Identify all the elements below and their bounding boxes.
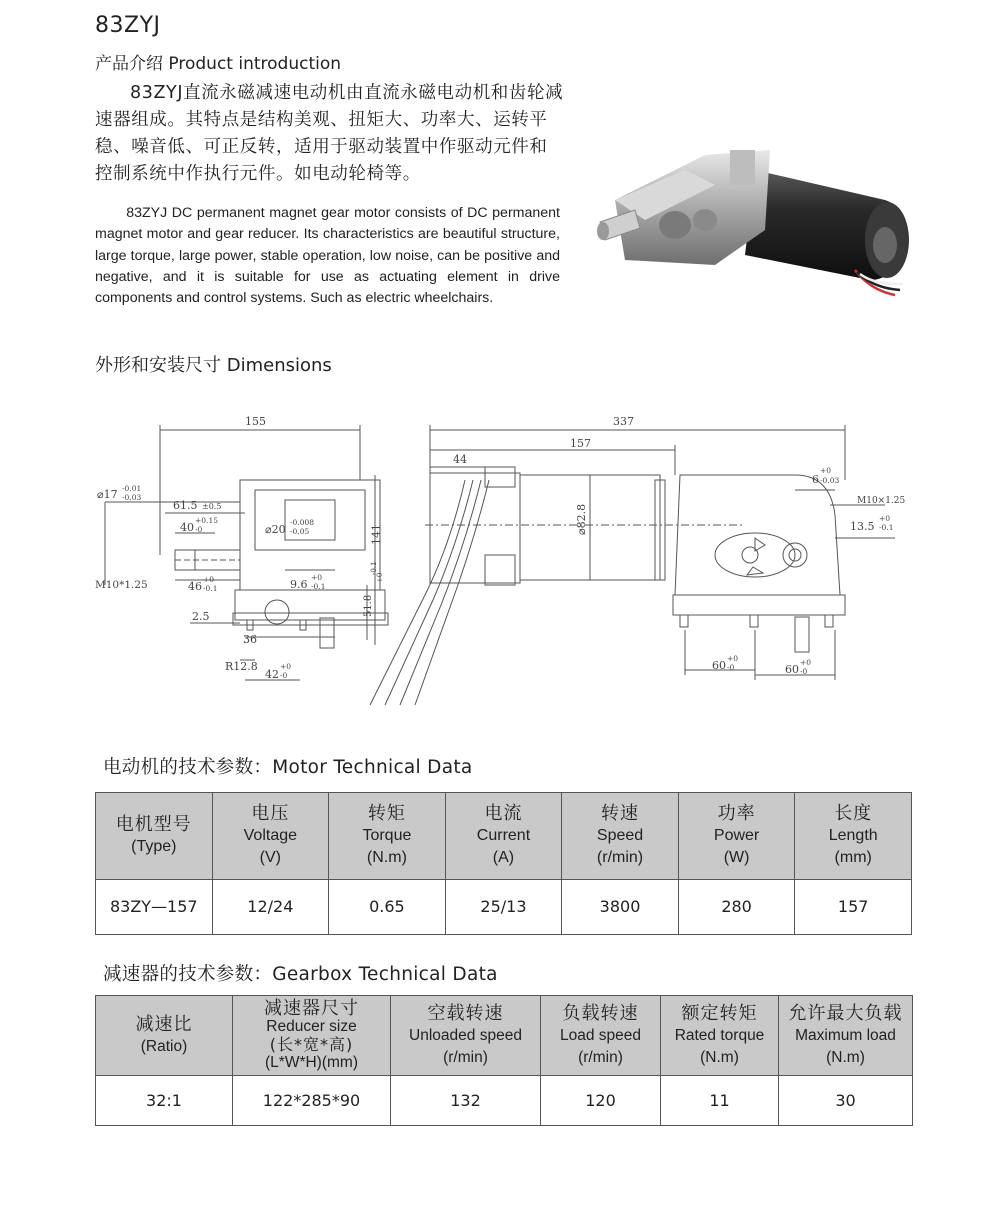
gear-ratio-value: 32:1 xyxy=(96,1076,233,1126)
motor-col-torque: 转矩 Torque (N.m) xyxy=(329,793,446,880)
dim-m10-thread: M10*1.25 xyxy=(95,579,148,591)
dim-motor-diameter: ⌀82.8 xyxy=(575,503,588,535)
motor-col-speed: 转速 Speed (r/min) xyxy=(562,793,679,880)
gearbox-table-header xyxy=(96,996,913,1076)
gear-col-ratio: 减速比 (Ratio) xyxy=(96,996,233,1076)
motor-col-current: 电流 Current (A) xyxy=(445,793,562,880)
motor-voltage-value: 12/24 xyxy=(212,880,329,935)
dim-51-8-tol-lower: -0.1 xyxy=(370,561,378,575)
dim-60-right: 60 xyxy=(785,663,799,676)
gear-col-size: 减速器尺寸 Reducer size (长*宽*高) (L*W*H)(mm) xyxy=(233,996,391,1076)
motor-speed-value: 3800 xyxy=(562,880,679,935)
dim-2-5: 2.5 xyxy=(192,610,210,623)
table-row xyxy=(96,1076,913,1126)
dim-shaft-diameter: ⌀17 xyxy=(97,488,118,501)
product-photo xyxy=(595,130,925,300)
dim-9-6-tol-upper: +0 xyxy=(311,573,323,582)
intro-chinese-text: 83ZYJ直流永磁减速电动机由直流永磁电动机和齿轮减速器组成。其特点是结构美观、扭矩大、功率大、运转平稳、噪音低、可正反转，适用于驱动装置中作驱动元件和控制系统中作执行元件。如电动轮椅等。 xyxy=(95,83,564,184)
gear-size-value: 122*285*90 xyxy=(233,1076,391,1126)
dim-13-5-tol-lower: -0.1 xyxy=(879,523,894,532)
gear-col-max-load: 允许最大负载 Maximum load (N.m) xyxy=(779,996,913,1076)
motor-col-power: 功率 Power (W) xyxy=(678,793,795,880)
gear-col-load-speed: 负载转速 Load speed (r/min) xyxy=(541,996,661,1076)
gear-col-unloaded-speed: 空载转速 Unloaded speed (r/min) xyxy=(391,996,541,1076)
dim-6-tol-upper: +0 xyxy=(820,466,832,475)
gear-col-rated-torque: 额定转矩 Rated torque (N.m) xyxy=(661,996,779,1076)
motor-current-value: 25/13 xyxy=(445,880,562,935)
dim-m10-thread-right: M10×1.25 xyxy=(857,496,906,506)
dim-13-5: 13.5 xyxy=(850,520,875,533)
dimension-drawing xyxy=(95,405,915,730)
dim-40: 40 xyxy=(180,521,194,534)
dim-shaft-tol-upper: -0.01 xyxy=(122,484,142,493)
motor-length-value: 157 xyxy=(795,880,912,935)
dim-60-right-tol-lower: -0 xyxy=(800,667,808,676)
dim-51-8: 51.8 xyxy=(363,594,374,617)
dim-shaft-tol-lower: -0.03 xyxy=(122,493,142,502)
dim-hub-diameter: ⌀20 xyxy=(265,523,286,536)
dim-46-tol-upper: +0 xyxy=(203,575,215,584)
dim-337: 337 xyxy=(613,415,634,428)
gear-rated-torque-value: 11 xyxy=(661,1076,779,1126)
dim-40-tol-upper: +0.15 xyxy=(195,516,218,525)
dimensions-heading: 外形和安装尺寸 Dimensions xyxy=(95,355,332,376)
dim-60-right-tol-upper: +0 xyxy=(800,658,812,667)
gearbox-data-heading: 减速器的技术参数：Gearbox Technical Data xyxy=(103,964,498,985)
dim-42: 42 xyxy=(265,668,279,681)
dim-60-left: 60 xyxy=(712,659,726,672)
gear-max-load-value: 30 xyxy=(779,1076,913,1126)
dim-61-5-tol: ±0.5 xyxy=(202,502,222,511)
dim-44: 44 xyxy=(453,453,467,466)
gear-load-speed-value: 120 xyxy=(541,1076,661,1126)
dim-60-left-tol-upper: +0 xyxy=(727,654,739,663)
dim-6: 6 xyxy=(812,473,819,486)
motor-col-length: 长度 Length (mm) xyxy=(795,793,912,880)
dim-9-6: 9.6 xyxy=(290,578,308,591)
intro-english-text: 83ZYJ DC permanent magnet gear motor consists of DC permanent magnet motor and gear reducer. Its characteristics are beautiful structure, large torque, large power, stable operation, low noise, can be positive and negative, and it is suitable for use as actuating element in drive components and control systems. Such as electric wheelchairs. xyxy=(95,205,560,307)
dim-9-6-tol-lower: -0.1 xyxy=(311,582,326,591)
motor-data-heading: 电动机的技术参数：Motor Technical Data xyxy=(103,757,473,778)
dim-51-8-tol-upper: +0 xyxy=(376,572,384,583)
motor-power-value: 280 xyxy=(678,880,795,935)
dim-141: 141 xyxy=(370,524,383,545)
dim-46: 46 xyxy=(188,580,202,593)
dim-hub-tol-upper: -0.008 xyxy=(290,518,315,527)
dim-42-tol-upper: +0 xyxy=(280,662,292,671)
dim-36: 36 xyxy=(243,633,257,646)
dim-42-tol-lower: -0 xyxy=(280,671,288,680)
dim-r12-8: R12.8 xyxy=(225,660,258,673)
dim-46-tol-lower: -0.1 xyxy=(203,584,218,593)
motor-table-header xyxy=(96,793,912,880)
dim-hub-tol-lower: -0.05 xyxy=(290,527,310,536)
dim-157: 157 xyxy=(570,437,591,450)
model-title: 83ZYJ xyxy=(95,13,161,38)
dim-60-left-tol-lower: -0 xyxy=(727,663,735,672)
gearbox-data-table xyxy=(95,995,913,1126)
dim-40-tol-lower: -0 xyxy=(195,525,203,534)
motor-col-type: 电机型号 (Type) xyxy=(96,793,213,880)
dim-6-tol-lower: -0.03 xyxy=(820,476,840,485)
intro-heading: 产品介绍 Product introduction xyxy=(95,54,342,74)
table-row xyxy=(96,880,912,935)
dim-61-5: 61.5 xyxy=(173,499,198,512)
gear-unloaded-speed-value: 132 xyxy=(391,1076,541,1126)
motor-torque-value: 0.65 xyxy=(329,880,446,935)
motor-data-table xyxy=(95,792,912,935)
dim-155: 155 xyxy=(245,415,266,428)
dim-13-5-tol-upper: +0 xyxy=(879,514,891,523)
motor-type-value: 83ZY—157 xyxy=(96,880,213,935)
motor-col-voltage: 电压 Voltage (V) xyxy=(212,793,329,880)
